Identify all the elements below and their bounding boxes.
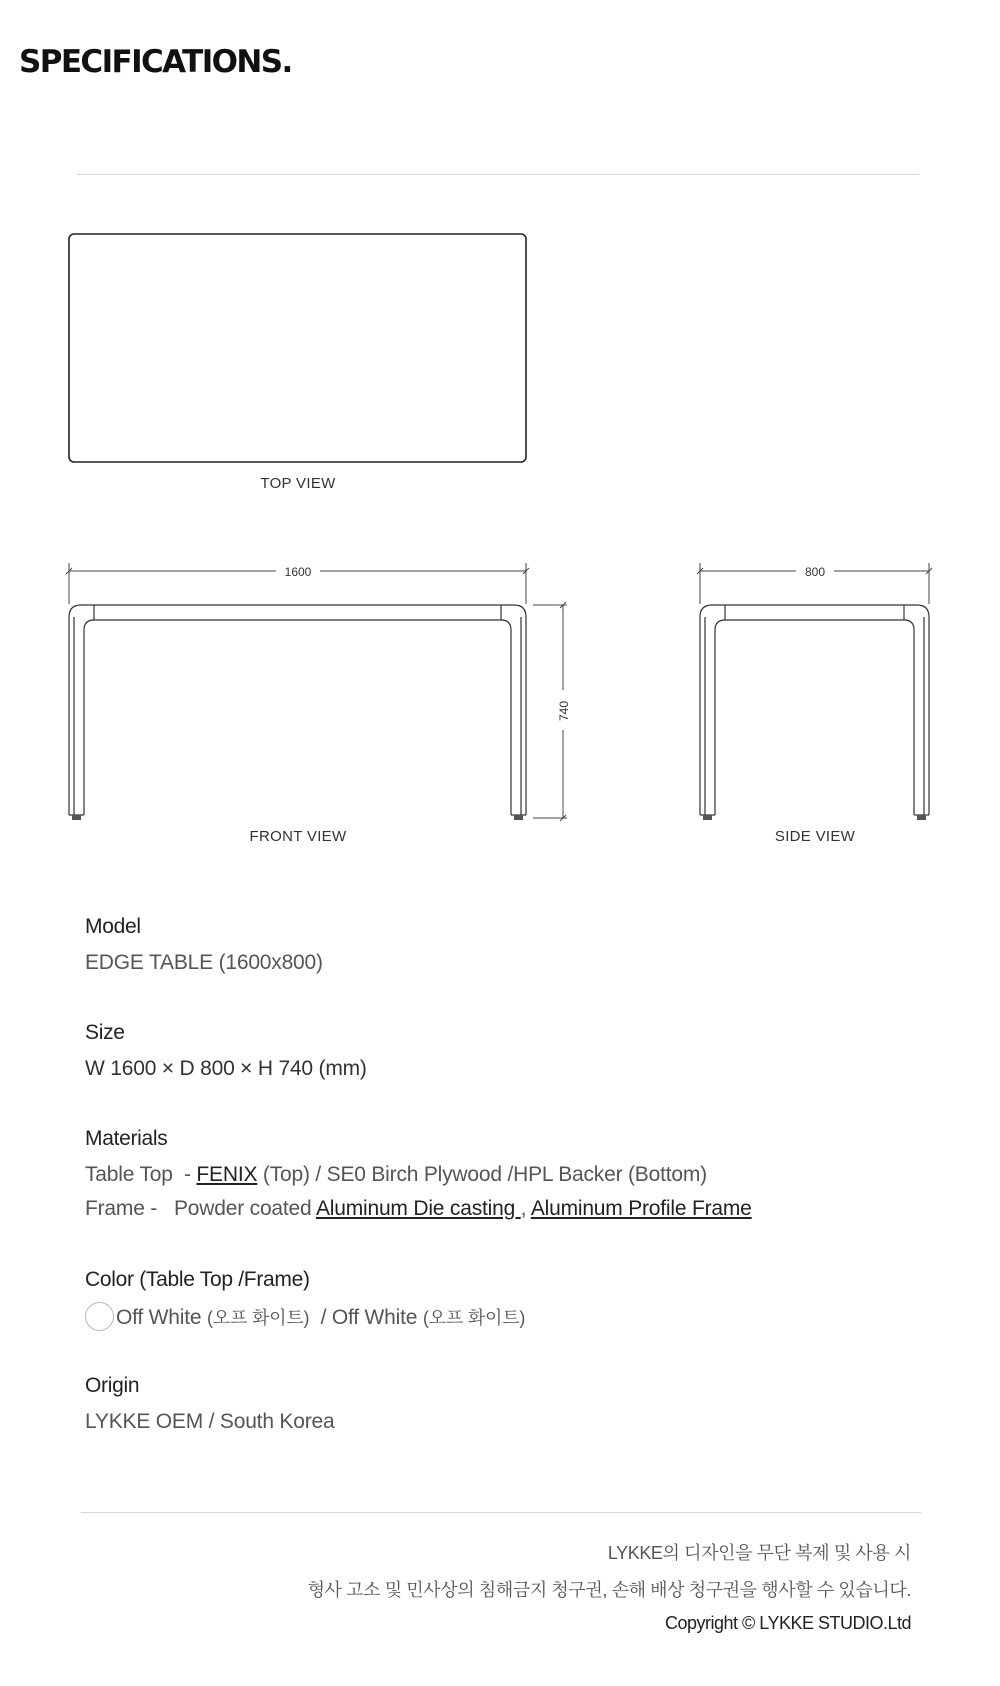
- color-value: [85, 1304, 525, 1333]
- origin-title: Origin: [85, 1374, 140, 1397]
- materials-table-top: [85, 1163, 752, 1187]
- table-top-suffix: (Top) / SE0 Birch Plywood /HPL Backer (Bottom): [257, 1163, 707, 1186]
- dimension-width-label: 1600: [284, 565, 312, 579]
- dimension-depth-label: 800: [804, 565, 826, 579]
- spec-origin: [85, 1374, 334, 1434]
- spec-color: [85, 1268, 525, 1333]
- front-view-label: FRONT VIEW: [249, 828, 347, 845]
- side-view-frame: [700, 605, 929, 815]
- model-value: EDGE TABLE (1600x800): [85, 951, 323, 974]
- dimension-height-label: 740: [557, 700, 571, 722]
- size-title: Size: [85, 1021, 125, 1044]
- aluminum-die-casting-link[interactable]: Aluminum Die casting: [315, 1197, 521, 1220]
- origin-value: LYKKE OEM / South Korea: [85, 1410, 335, 1433]
- spec-materials: [85, 1127, 752, 1221]
- side-view-label: SIDE VIEW: [774, 828, 856, 845]
- size-value: W 1600 × D 800 × H 740 (mm): [85, 1057, 367, 1080]
- color-frame-ko: (오프 화이트): [422, 1308, 526, 1329]
- materials-title: Materials: [85, 1127, 168, 1150]
- color-top-name: Off White: [116, 1306, 207, 1330]
- front-view-frame: [69, 605, 526, 815]
- bottom-divider: [81, 1512, 921, 1513]
- top-view-outline: [69, 234, 526, 462]
- top-view-label: TOP VIEW: [260, 475, 336, 492]
- materials-frame: [85, 1197, 752, 1221]
- footer-line-1: LYKKE의 디자인을 무단 복제 및 사용 시: [607, 1543, 911, 1563]
- frame-prefix: Frame - Powder coated: [85, 1197, 316, 1220]
- color-top-ko: (오프 화이트): [206, 1308, 310, 1329]
- footer-line-2: 형사 고소 및 민사상의 침해금지 청구권, 손해 배상 청구권을 행사할 수 있습니다.: [307, 1580, 911, 1600]
- model-title: Model: [85, 915, 141, 938]
- color-frame-name: Off White: [331, 1306, 423, 1330]
- color-title: Color (Table Top /Frame): [85, 1268, 310, 1291]
- fenix-link[interactable]: FENIX: [196, 1163, 258, 1186]
- color-separator: /: [309, 1306, 332, 1330]
- aluminum-profile-frame-link[interactable]: Aluminum Profile Frame: [530, 1197, 752, 1220]
- spec-model: [85, 915, 323, 975]
- spec-size: [85, 1021, 367, 1081]
- frame-separator: ,: [520, 1197, 531, 1220]
- table-top-prefix: Table Top -: [85, 1163, 197, 1186]
- color-swatch-off-white: [85, 1302, 114, 1331]
- page-heading: SPECIFICATIONS.: [19, 44, 292, 80]
- footer-notice: [308, 1539, 911, 1634]
- footer-copyright: Copyright © LYKKE STUDIO.Ltd: [664, 1613, 911, 1633]
